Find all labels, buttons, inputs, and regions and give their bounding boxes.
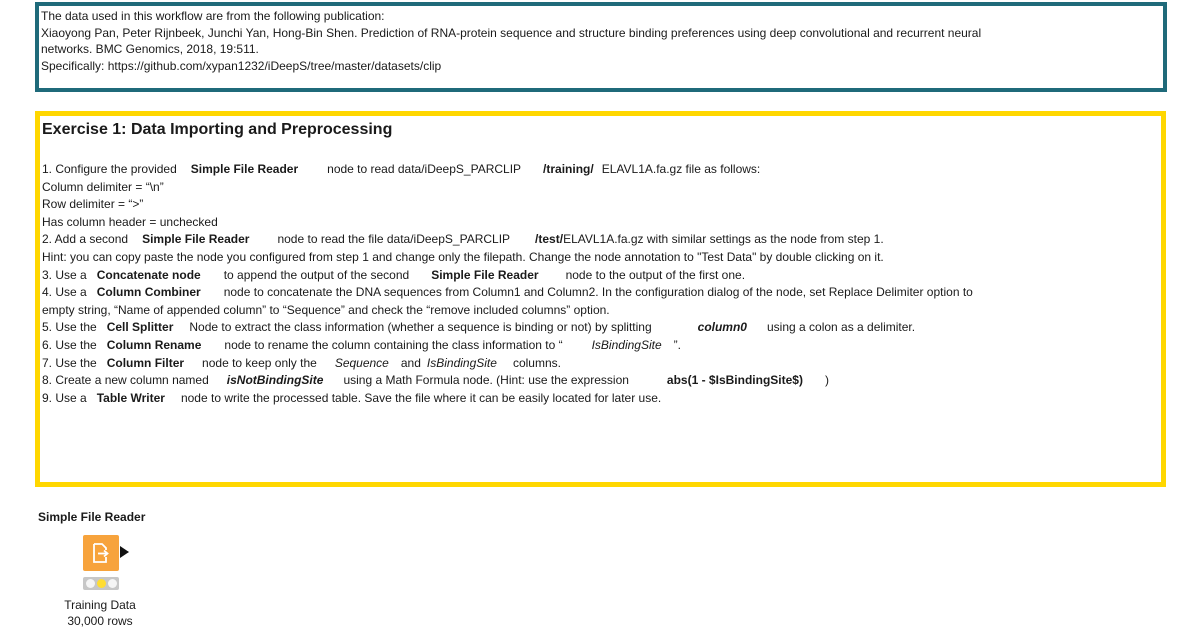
step-text: node to rename the column containing the class information to “ [224, 337, 563, 352]
publication-annotation[interactable] [35, 2, 1167, 92]
instruction-step-4-cont: empty string, “Name of appended column” to “Sequence” and check the “remove included columns” option. [42, 302, 610, 317]
simple-file-reader-node[interactable] [83, 535, 119, 571]
exercise-instructions [42, 161, 1157, 407]
instruction-step-4 [42, 284, 1157, 302]
step-text: node to concatenate the DNA sequences from Column1 and Column2. In the configuration dialog of the node, set Replace Delimiter option to [223, 285, 973, 300]
annotation-line: networks. BMC Genomics, 2018, 19:511. [41, 42, 259, 56]
instruction-step-1 [42, 161, 1157, 179]
node-name: Cell Splitter [106, 320, 174, 335]
instruction-step-6 [42, 337, 1157, 355]
setting-column-delimiter: Column delimiter = “\n” [42, 179, 164, 194]
step-text: 7. Use the [42, 355, 97, 370]
column-name: Sequence [334, 355, 389, 370]
node-name: Table Writer [96, 390, 165, 405]
column-name: IsBindingSite [591, 337, 662, 352]
node-name: Concatenate node [96, 267, 201, 282]
node-status-indicator [83, 577, 119, 590]
output-port[interactable] [120, 546, 129, 558]
annotation-line: The data used in this workflow are from the following publication: [41, 9, 385, 23]
step-text: 1. Configure the provided [42, 162, 177, 176]
node-annotation-line: Training Data [64, 598, 136, 612]
step-text: using a Math Formula node. (Hint: use the expression [343, 373, 629, 388]
step-text: 6. Use the [42, 337, 97, 352]
step-text: 2. Add a second [42, 232, 129, 247]
step-text: node to keep only the [202, 355, 317, 370]
instruction-step-7 [42, 355, 1157, 373]
node-annotation[interactable] [40, 597, 160, 629]
node-name: Column Filter [106, 355, 185, 370]
step-text: using a colon as a delimiter. [766, 320, 916, 335]
step-text: node to read the file data/iDeepS_PARCLIP [277, 232, 511, 247]
step-text: ) [824, 373, 829, 388]
step-text: ”. [673, 337, 681, 352]
step-text: 3. Use a [42, 267, 87, 282]
instruction-step-8 [42, 372, 1157, 390]
step-text: to append the output of the second [223, 267, 410, 282]
node-name-label[interactable]: Simple File Reader [38, 510, 146, 524]
node-name: Simple File Reader [190, 162, 299, 176]
node-name: Simple File Reader [431, 267, 539, 282]
file-reader-icon [92, 543, 110, 563]
step-text: ELAVL1A.fa.gz with similar settings as the node from step 1. [563, 232, 884, 247]
setting-row-delimiter: Row delimiter = “>” [42, 197, 144, 212]
step-text: 5. Use the [42, 320, 97, 335]
column-name: column0 [697, 320, 747, 335]
step-text: 8. Create a new column named [42, 373, 209, 388]
column-name: isNotBindingSite [226, 373, 324, 388]
path-segment: /test/ [535, 232, 564, 247]
status-light-yellow [97, 579, 106, 588]
exercise-title: Exercise 1: Data Importing and Preprocessing [42, 121, 393, 138]
step-text: 9. Use a [42, 390, 87, 405]
expression: abs(1 - $IsBindingSite$) [666, 373, 803, 388]
node-name: Column Combiner [96, 285, 201, 300]
instruction-step-5 [42, 319, 1157, 337]
node-name: Column Rename [106, 337, 202, 352]
step-text: node to the output of the first one. [565, 267, 746, 282]
path-segment: /training/ [543, 162, 594, 176]
step-text: node to write the processed table. Save the file where it can be easily located for later use. [180, 390, 662, 405]
step-text: 4. Use a [42, 285, 87, 300]
exercise-annotation[interactable] [35, 111, 1166, 487]
setting-column-header: Has column header = unchecked [42, 214, 218, 229]
step-text: Node to extract the class information (whether a sequence is binding or not) by splitting [189, 320, 652, 335]
node-name: Simple File Reader [142, 232, 250, 247]
node-annotation-line: 30,000 rows [67, 614, 133, 628]
step-text: ELAVL1A.fa.gz file as follows: [601, 162, 761, 176]
annotation-line: Specifically: https://github.com/xypan1232/iDeepS/tree/master/datasets/clip [41, 58, 442, 73]
instruction-step-9 [42, 390, 1157, 408]
status-light-red [86, 579, 95, 588]
instruction-hint: Hint: you can copy paste the node you configured from step 1 and change only the filepath. Change the node annotation to "Test Data" by double clicking on it. [42, 249, 884, 264]
annotation-line: Xiaoyong Pan, Peter Rijnbeek, Junchi Yan, Hong-Bin Shen. Prediction of RNA-protein sequence and structure binding preferences using deep convolutional and recurrent neural [41, 25, 982, 40]
step-text: columns. [512, 355, 561, 370]
column-name: IsBindingSite [426, 355, 497, 370]
instruction-step-3 [42, 267, 1157, 285]
status-light-green [108, 579, 117, 588]
instruction-step-2 [42, 231, 1157, 249]
step-text: and [400, 355, 421, 370]
step-text: node to read data/iDeepS_PARCLIP [327, 162, 522, 176]
